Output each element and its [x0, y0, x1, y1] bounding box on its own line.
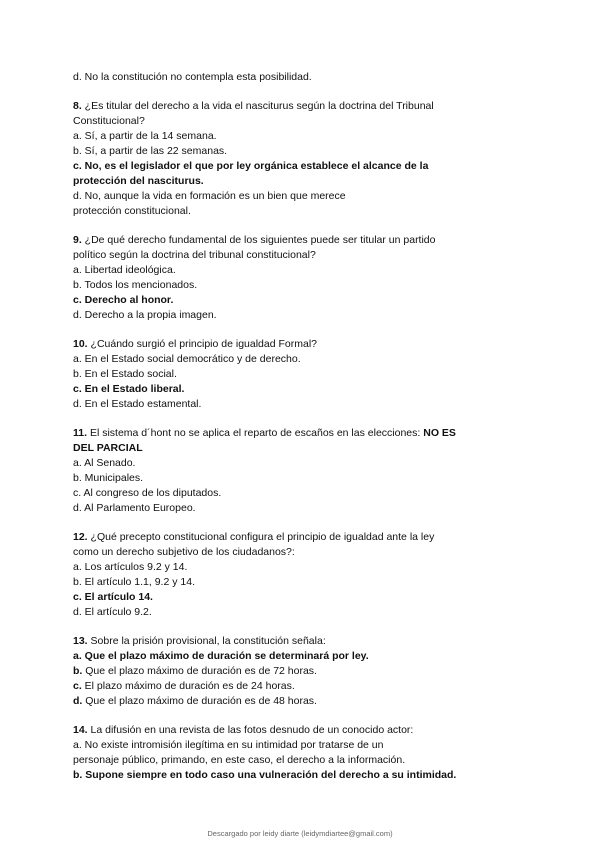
q8-option-a: a. Sí, a partir de la 14 semana.: [73, 130, 217, 142]
q9-stem-line1: 9. ¿De qué derecho fundamental de los siguientes puede ser titular un partido: [73, 234, 436, 246]
q9-option-d: d. Derecho a la propia imagen.: [73, 309, 217, 321]
q12-stem-line1: 12. ¿Qué precepto constitucional configura el principio de igualdad ante la ley: [73, 531, 435, 543]
q10-number: 10.: [73, 338, 88, 350]
q10-option-a: a. En el Estado social democrático y de derecho.: [73, 353, 301, 365]
q9-option-a: a. Libertad ideológica.: [73, 264, 176, 276]
q8-stem-line1: 8. ¿Es titular del derecho a la vida el nasciturus según la doctrina del Tribunal: [73, 100, 434, 112]
q13-option-c: c. El plazo máximo de duración es de 24 horas.: [73, 680, 295, 692]
q8-option-c-correct-cont: protección del nasciturus.: [73, 175, 204, 187]
q8-option-b: b. Sí, a partir de las 22 semanas.: [73, 145, 228, 157]
questions-content: [73, 70, 543, 783]
q11-note: NO ES: [423, 427, 456, 439]
q8-number: 8.: [73, 100, 82, 112]
q13-stem-line1: 13. Sobre la prisión provisional, la constitución señala:: [73, 635, 326, 647]
q11-option-a: a. Al Senado.: [73, 457, 136, 469]
q12-option-b: b. El artículo 1.1, 9.2 y 14.: [73, 576, 195, 588]
q12-option-c-correct: c. El artículo 14.: [73, 591, 153, 603]
q8-option-d-cont: protección constitucional.: [73, 205, 191, 217]
q8-option-d: d. No, aunque la vida en formación es un bien que merece: [73, 190, 346, 202]
q10-option-d: d. En el Estado estamental.: [73, 398, 202, 410]
q8-option-c-correct: c. No, es el legislador el que por ley orgánica establece el alcance de la: [73, 160, 429, 172]
q9-stem-line2: político según la doctrina del tribunal constitucional?: [73, 249, 316, 261]
q13-option-b: b. Que el plazo máximo de duración es de 72 horas.: [73, 665, 317, 677]
q14-option-a: a. No existe intromisión ilegítima en su intimidad por tratarse de un: [73, 739, 384, 751]
q14-number: 14.: [73, 724, 88, 736]
q13-option-a-correct: a. Que el plazo máximo de duración se determinará por ley.: [73, 650, 369, 662]
q10-option-b: b. En el Estado social.: [73, 368, 177, 380]
q11-number: 11.: [73, 427, 88, 439]
q9-number: 9.: [73, 234, 82, 246]
q11-option-b: b. Municipales.: [73, 472, 144, 484]
q11-note-cont: DEL PARCIAL: [73, 442, 143, 454]
download-footer: Descargado por leidy diarte (leidymdiartee@gmail.com): [207, 829, 393, 838]
q10-option-c-correct: c. En el Estado liberal.: [73, 383, 185, 395]
q14-option-b-correct: b. Supone siempre en todo caso una vulneración del derecho a su intimidad.: [73, 769, 457, 781]
q12-stem-line2: como un derecho subjetivo de los ciudadanos?:: [73, 546, 295, 558]
q13-option-d: d. Que el plazo máximo de duración es de 48 horas.: [73, 695, 317, 707]
q11-option-d: d. Al Parlamento Europeo.: [73, 502, 196, 514]
q14-option-a-cont: personaje público, primando, en este caso, el derecho a la información.: [73, 754, 406, 766]
q8-stem-line2: Constitucional?: [73, 115, 145, 127]
q7-option-d: d. No la constitución no contempla esta posibilidad.: [73, 71, 312, 83]
q12-option-a: a. Los artículos 9.2 y 14.: [73, 561, 188, 573]
q10-stem-line1: 10. ¿Cuándo surgió el principio de igualdad Formal?: [73, 338, 317, 350]
q11-option-c: c. Al congreso de los diputados.: [73, 487, 222, 499]
q14-stem-line1: 14. La difusión en una revista de las fotos desnudo de un conocido actor:: [73, 724, 414, 736]
q9-option-b: b. Todos los mencionados.: [73, 279, 198, 291]
q11-stem-line1: 11. El sistema d´hont no se aplica el reparto de escaños en las elecciones: NO ES: [73, 427, 456, 439]
q13-number: 13.: [73, 635, 88, 647]
q12-number: 12.: [73, 531, 88, 543]
q12-option-d: d. El artículo 9.2.: [73, 606, 152, 618]
q9-option-c-correct: c. Derecho al honor.: [73, 294, 174, 306]
